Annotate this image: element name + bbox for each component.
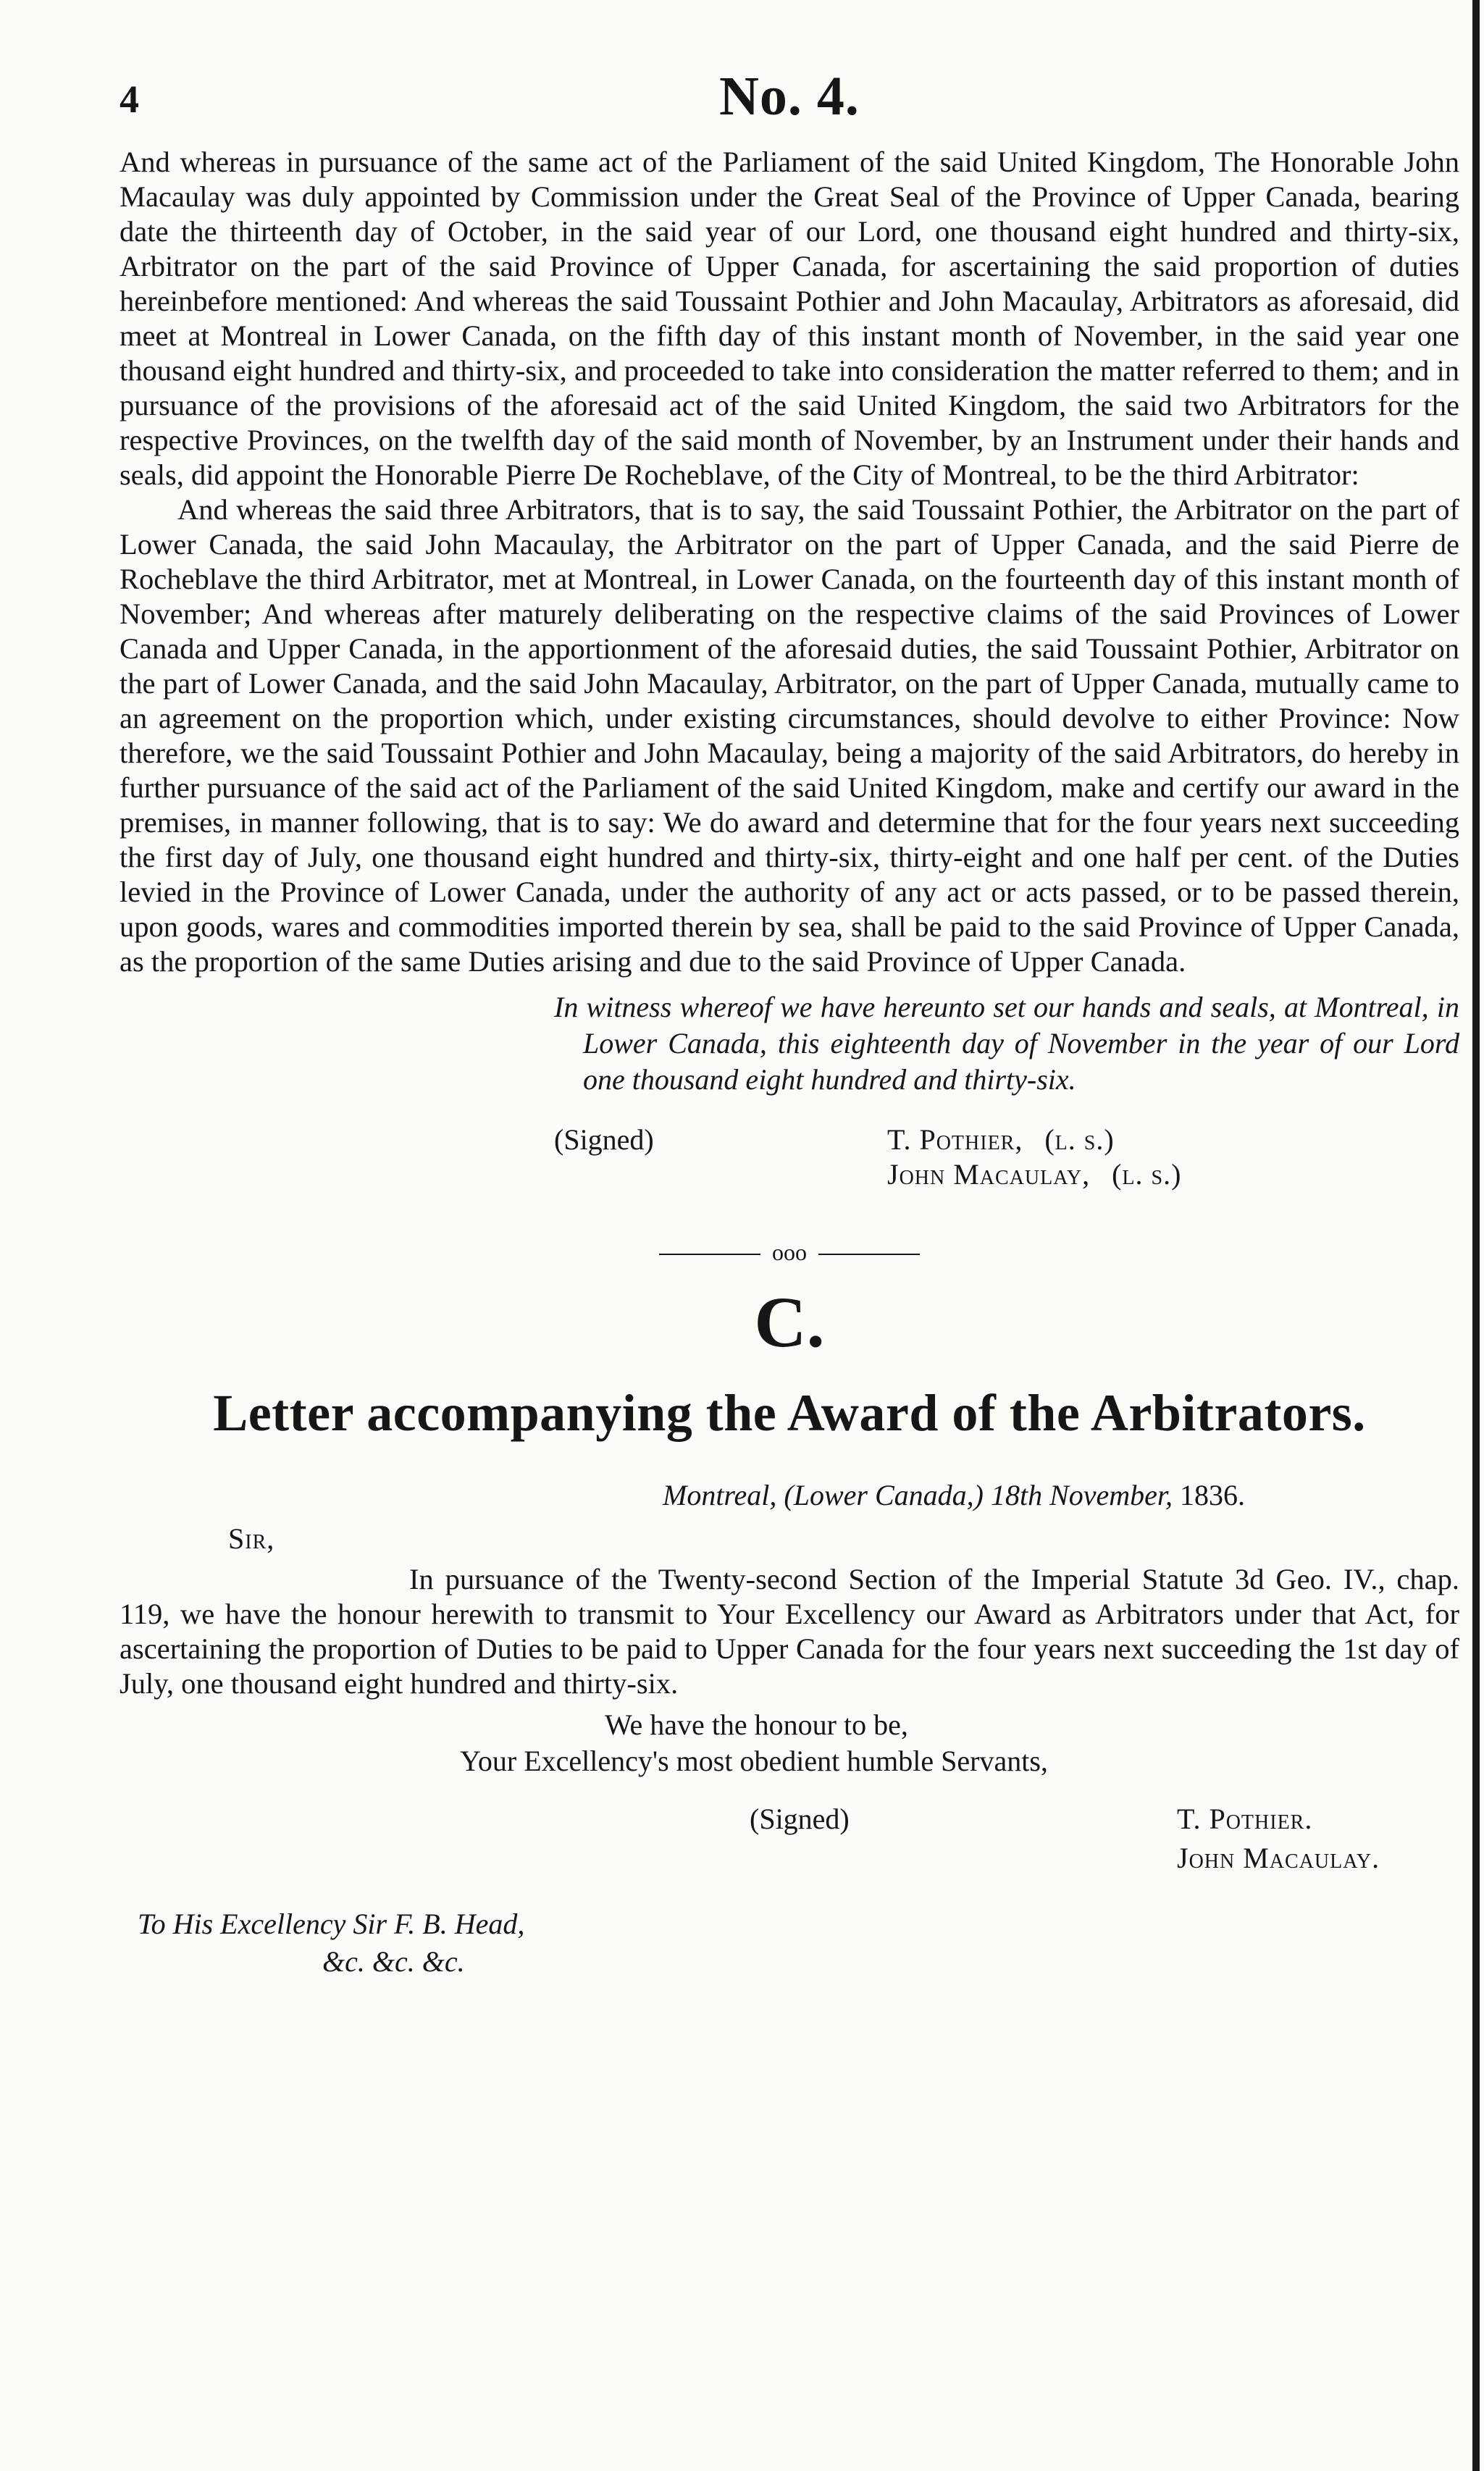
section-title: Letter accompanying the Award of the Arbitrators. bbox=[213, 1384, 1366, 1442]
award-signatures bbox=[120, 1123, 1459, 1199]
dateline-year: 1836. bbox=[1180, 1479, 1246, 1511]
signed-label: (Signed) bbox=[750, 1803, 850, 1835]
addressee-line-1: To His Excellency Sir F. B. Head, bbox=[138, 1908, 525, 1940]
addressee-line-2: &c. &c. &c. bbox=[322, 1945, 465, 1978]
document-number: No. 4. bbox=[719, 66, 860, 127]
award-paragraph-1: And whereas in pursuance of the same act of the Parliament of the said United Kingdom, The Honorable John Macaulay was duly appointed by Commission under the Great Seal of the Province of Upper Canada, bearing date the thirteenth day of October, in the said year of our Lord, one thousand eight hundred and thirty-six, Arbitrator on the part of the said Province of Upper Canada, for ascertaining the said proportion of duties hereinbefore mentioned: And whereas the said Toussaint Pothier and John Macaulay, Arbitrators as aforesaid, did meet at Montreal in Lower Canada, on the fifth day of this instant month of November, in the said year one thousand eight hundred and thirty-six, and proceeded to take into consideration the matter referred to them; and in pursuance of the provisions of the aforesaid act of the said United Kingdom, the said two Arbitrators for the respective Provinces, on the twelfth day of the said month of November, by an Instrument under their hands and seals, did appoint the Honorable Pierre De Rocheblave, of the City of Montreal, to be the third Arbitrator: bbox=[120, 146, 1459, 491]
seal-mark: (l. s.) bbox=[1112, 1158, 1182, 1191]
closing-line-1: We have the honour to be, bbox=[605, 1708, 908, 1741]
addressee-block bbox=[120, 1905, 1459, 1981]
letter-closing bbox=[120, 1707, 1459, 1779]
dateline-place: Montreal, (Lower Canada,) 18th November, bbox=[663, 1479, 1173, 1511]
section-separator: ooo bbox=[659, 1239, 920, 1268]
signatory-list bbox=[887, 1123, 1181, 1192]
signatory-pothier: T. Pothier. bbox=[1177, 1803, 1313, 1835]
page-header bbox=[120, 65, 1459, 145]
signatory-pothier: T. Pothier, bbox=[887, 1123, 1023, 1156]
letter-salutation: Sir, bbox=[228, 1522, 275, 1555]
letter-body bbox=[120, 1562, 1459, 1701]
signatory-macaulay: John Macaulay, bbox=[887, 1158, 1091, 1191]
letter-dateline bbox=[120, 1478, 1459, 1513]
seal-mark: (l. s.) bbox=[1044, 1123, 1115, 1156]
award-paragraph-2: And whereas the said three Arbitrators, that is to say, the said Toussaint Pothier, the Arbitrator on the part of Lower Canada, the said John Macaulay, the Arbitrator on the part of Upper Canada, and the said Pierre de Rocheblave the third Arbitrator, met at Montreal, in Lower Canada, on the fourteenth day of this instant month of November; And whereas after maturely deliberating on the respective claims of the said Provinces of Lower Canada and Upper Canada, in the apportionment of the aforesaid duties, the said Toussaint Pothier, Arbitrator on the part of Lower Canada, and the said John Macaulay, Arbitrator, on the part of Upper Canada, mutually came to an agreement on the proportion which, under existing circumstances, should devolve to either Province: Now therefore, we the said Toussaint Pothier and John Macaulay, being a majority of the said Arbitrators, do hereby in further pursuance of the said act of the Parliament of the said United Kingdom, make and certify our award in the premises, in manner following, that is to say: We do award and determine that for the four years next succeeding the first day of July, one thousand eight hundred and thirty-six, thirty-eight and one half per cent. of the Duties levied in the Province of Lower Canada, under the authority of any act or acts passed, or to be passed therein, upon goods, wares and commodities imported therein by sea, shall be paid to the said Province of Upper Canada, as the proportion of the same Duties arising and due to the said Province of Upper Canada. bbox=[120, 493, 1459, 978]
section-letter: C. bbox=[754, 1282, 825, 1362]
closing-line-2: Your Excellency's most obedient humble Servants, bbox=[460, 1745, 1048, 1777]
signed-label: (Signed) bbox=[554, 1123, 654, 1156]
letter-paragraph: In pursuance of the Twenty-second Section of the Imperial Statute 3d Geo. IV., chap. 119, we have the honour herewith to transmit to Your Excellency our Award as Arbitrators under that Act, for ascertaining the proportion of Duties to be paid to Upper Canada for the four years next succeeding the 1st day of July, one thousand eight hundred and thirty-six. bbox=[120, 1563, 1459, 1700]
signatory-macaulay: John Macaulay. bbox=[1177, 1842, 1380, 1874]
signatory-list bbox=[1177, 1801, 1380, 1876]
page-number: 4 bbox=[120, 77, 139, 121]
page-edge-rule bbox=[1472, 0, 1480, 2471]
document-page bbox=[120, 65, 1459, 1981]
letter-signatures bbox=[120, 1801, 1459, 1881]
witness-clause: In witness whereof we have hereunto set our hands and seals, at Montreal, in Lower Canada, this eighteenth day of November in the year of our Lord one thousand eight hundred and thirty-six. bbox=[554, 991, 1459, 1096]
